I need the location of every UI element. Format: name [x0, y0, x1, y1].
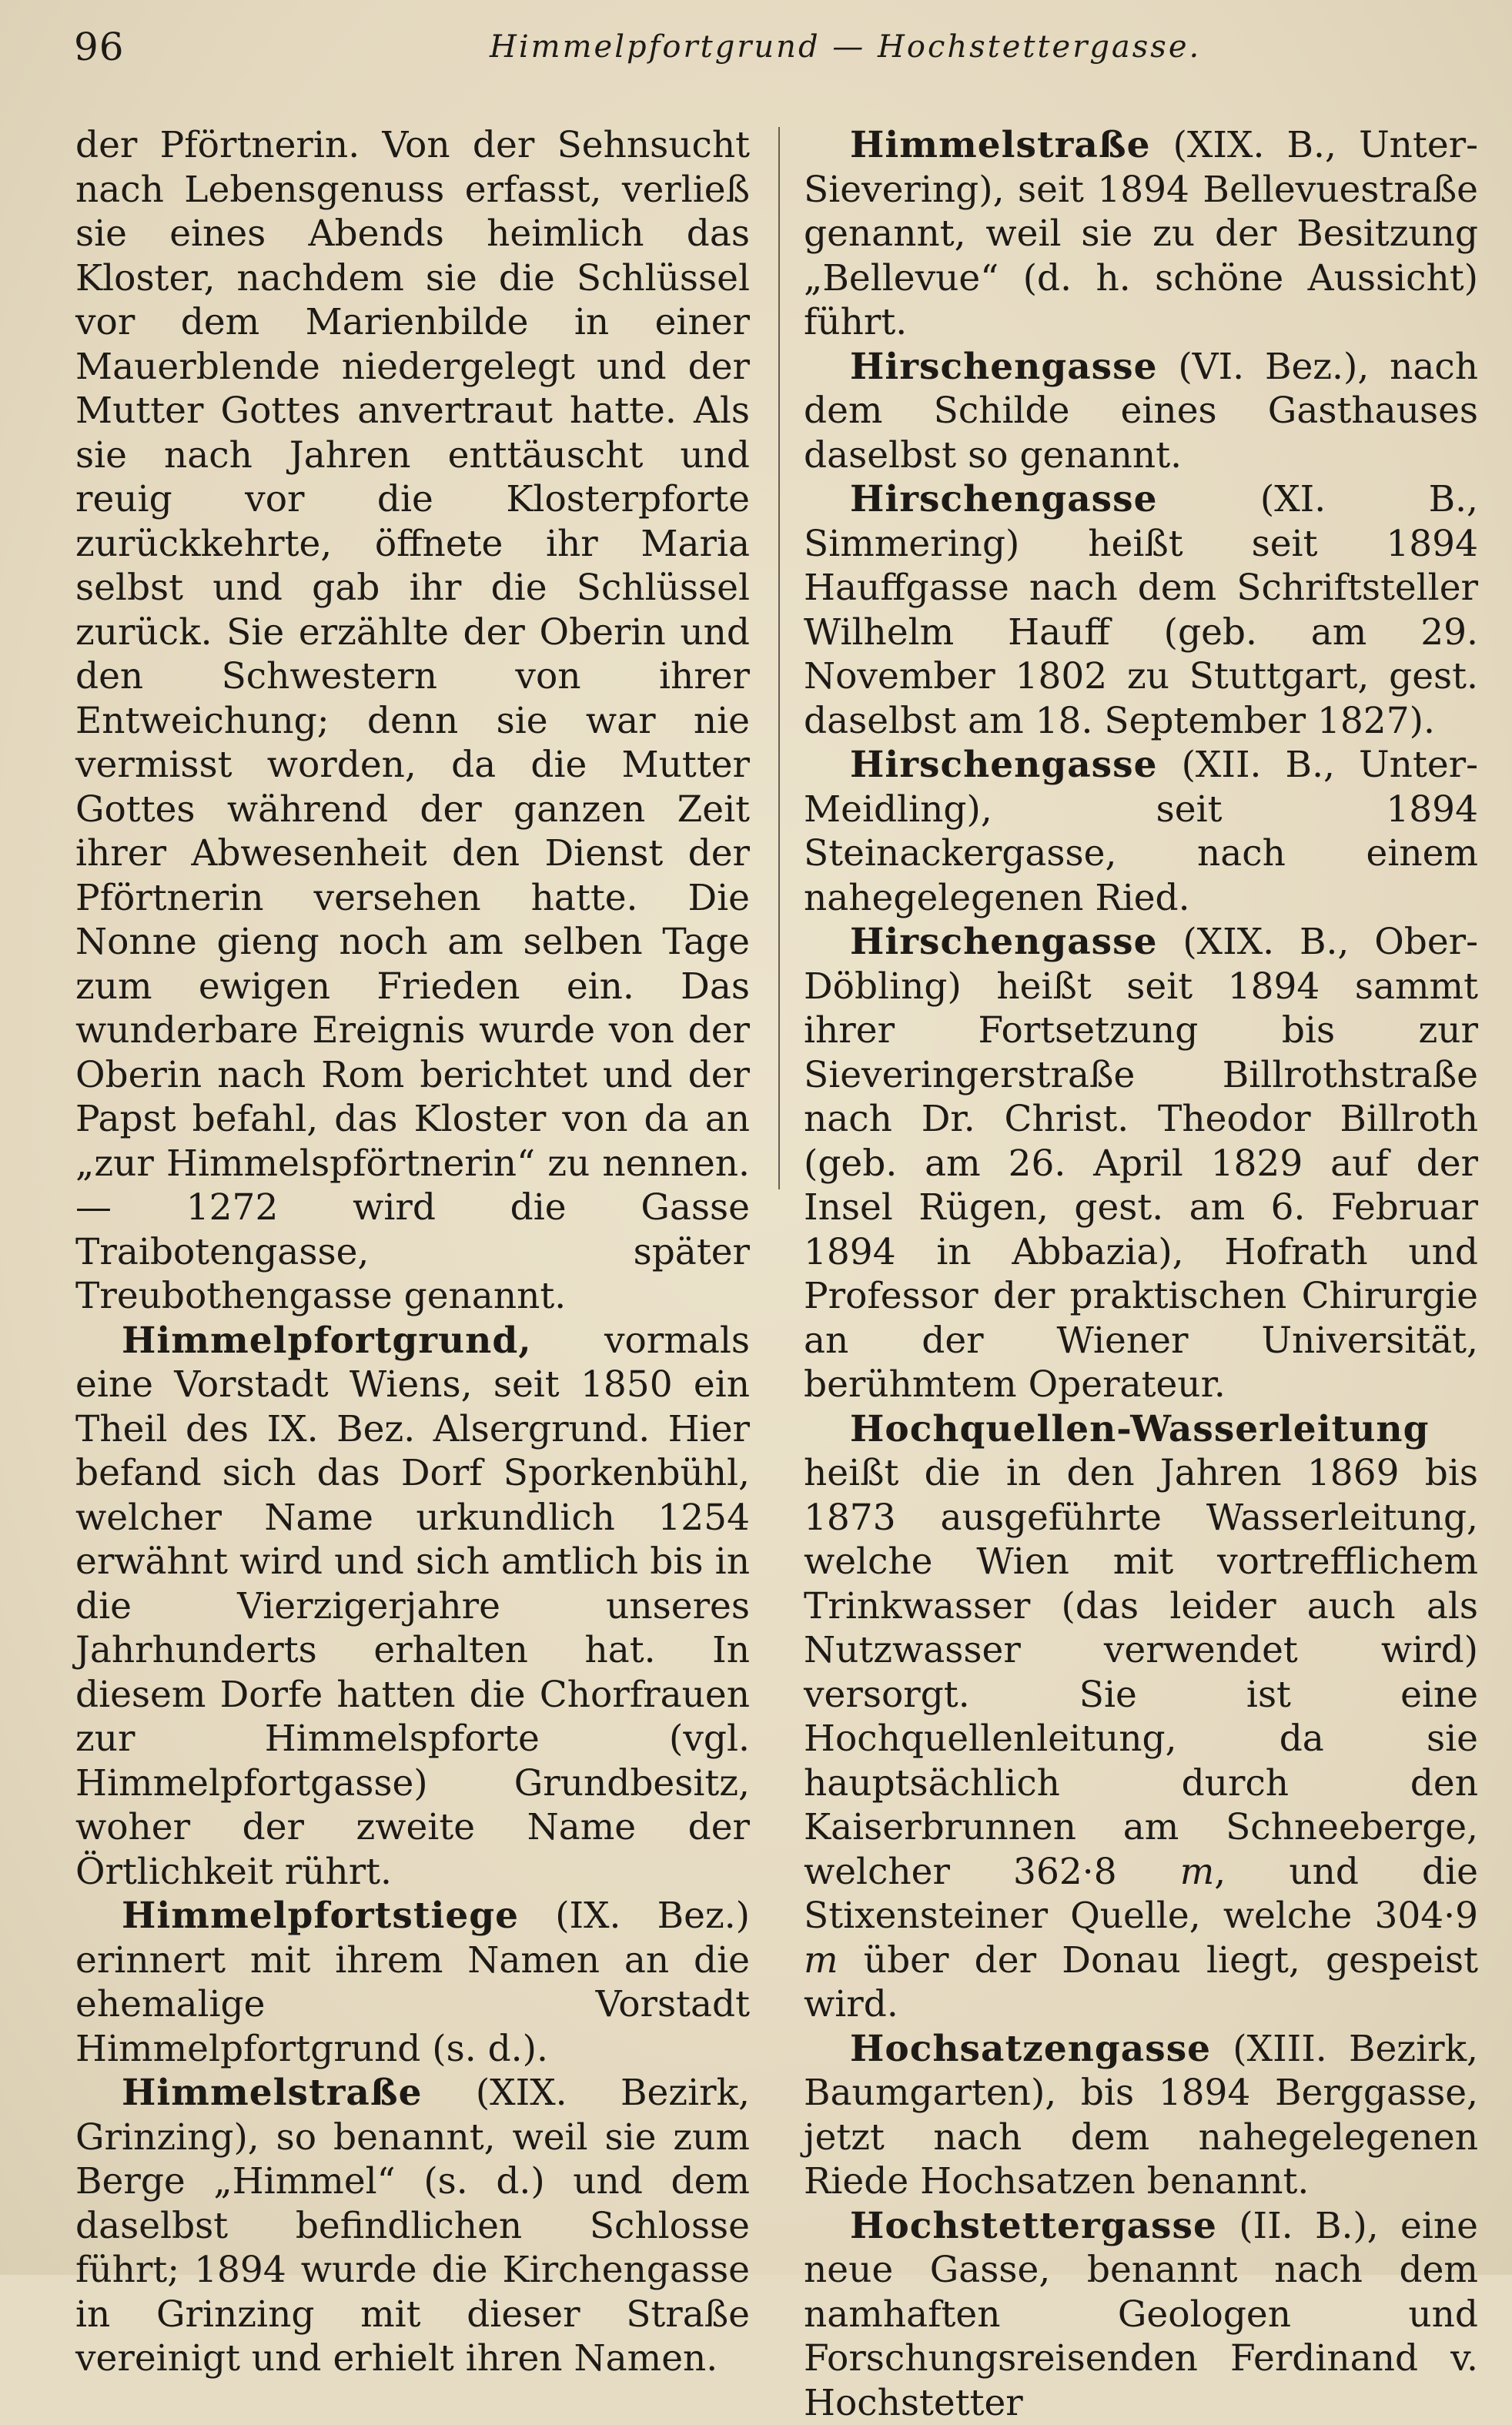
running-head: Himmelpfortgrund — Hochstettergasse.	[490, 29, 1201, 65]
entry-hirschengasse-xii	[804, 743, 1478, 920]
entry-text: vormals eine Vorstadt Wiens, seit 1850 ein Theil des IX. Bez. Alsergrund. Hier befand sich das Dorf Sporkenbühl, welcher Name urkundlich 1254 erwähnt wird und sich amtlich bis in die Vierzigerjahre unseres Jahrhunderts erhalten hat. In diesem Dorfe hatten die Chorfrauen zur Himmelspforte (vgl. Himmelpfortgasse) Grundbesitz, woher der zweite Name der Örtlichkeit rührt.	[75, 1320, 750, 1893]
entry-text: heißt die in den Jahren 1869 bis 1873 ausgeführte Wasserleitung, welche Wien mit vortrefflichem Trinkwasser (das leider auch als Nutzwasser verwendet wird) versorgt. Sie ist eine Hochquellenleitung, da sie hauptsächlich durch den Kaiserbrunnen am Schneeberge, welcher 362·8	[804, 1452, 1478, 1893]
entry-himmelstrasse-grinzing	[75, 2071, 750, 2381]
entry-hirschengasse-xix	[804, 920, 1478, 1407]
entry-headword: Hirschengasse	[850, 744, 1158, 786]
entry-headword: Hochquellen-Wasserleitung	[850, 1408, 1429, 1450]
entry-hirschengasse-vi	[804, 345, 1478, 478]
entry-headword: Himmelpfortstiege	[122, 1895, 519, 1937]
entry-text: (II. B.), eine neue Gasse, benannt nach dem namhaften Geologen und Forschungsreisenden Ferdinand v. Hochstetter	[804, 2205, 1478, 2424]
entry-text: (XIX. B., Ober-Döbling) heißt seit 1894 sammt ihrer Fortsetzung bis zur Sieveringerstraße Billrothstraße nach Dr. Christ. Theodor Billroth (geb. am 26. April 1829 auf der Insel Rügen, gest. am 6. Februar 1894 in Abbazia), Hofrath und Professor der praktischen Chirurgie an der Wiener Universität, berühmtem Operateur.	[804, 921, 1478, 1406]
entry-hochquellen-wasserleitung	[804, 1407, 1478, 2027]
entry-hochstettergasse	[804, 2204, 1478, 2425]
entry-text: , und die Stixensteiner Quelle, welche 304·9	[804, 1851, 1478, 1938]
entry-himmelpfortgrund	[75, 1319, 750, 1895]
entry-text: (VI. Bez.), nach dem Schilde eines Gasthauses daselbst so genannt.	[804, 346, 1478, 477]
page-number: 96	[74, 25, 125, 69]
entry-text: (XIII. Bezirk, Baumgarten), bis 1894 Berggasse, jetzt nach dem nahegelegenen Riede Hochsatzen benannt.	[804, 2028, 1478, 2203]
unit-meter: m	[1180, 1851, 1215, 1893]
entry-hochsatzengasse	[804, 2027, 1478, 2204]
unit-meter: m	[804, 1939, 838, 1982]
entry-himmelstrasse-sievering	[804, 123, 1478, 345]
entry-headword: Hirschengasse	[850, 346, 1158, 388]
entry-himmelpfortstiege	[75, 1894, 750, 2071]
entry-headword: Hochsatzengasse	[850, 2028, 1211, 2070]
entry-headword: Hochstettergasse	[850, 2205, 1217, 2247]
entry-text: (IX. Bez.) erinnert mit ihrem Namen an die ehemalige Vorstadt Himmelpfortgrund (s. d.).	[75, 1895, 750, 2070]
column-divider	[778, 127, 780, 1189]
entry-headword: Hirschengasse	[850, 921, 1158, 963]
entry-headword: Himmelstraße	[122, 2072, 422, 2114]
entry-text: (XIX. Bezirk, Grinzing), so benannt, weil sie zum Berge „Himmel“ (s. d.) und dem daselbst befindlichen Schlosse führt; 1894 wurde die Kirchengasse in Grinzing mit dieser Straße vereinigt und erhielt ihren Namen.	[75, 2072, 750, 2380]
entry-headword: Hirschengasse	[850, 478, 1158, 520]
right-column	[804, 123, 1478, 2425]
entry-hirschengasse-xi	[804, 477, 1478, 743]
entry-text: (XIX. B., Unter-Sievering), seit 1894 Bellevuestraße genannt, weil sie zu der Besitzung „Bellevue“ (d. h. schöne Aussicht) führt.	[804, 124, 1478, 343]
entry-text: (XI. B., Simmering) heißt seit 1894 Hauffgasse nach dem Schriftsteller Wilhelm Hauff (geb. am 29. November 1802 zu Stuttgart, gest. daselbst am 18. September 1827).	[804, 478, 1478, 742]
entry-text: (XII. B., Unter-Meidling), seit 1894 Steinackergasse, nach einem nahegelegenen Ried.	[804, 744, 1478, 919]
entry-headword: Himmelpfortgrund,	[122, 1320, 532, 1362]
continued-paragraph: der Pförtnerin. Von der Sehnsucht nach Lebensgenuss erfasst, verließ sie eines Abends heimlich das Kloster, nachdem sie die Schlüssel vor dem Marienbilde in einer Mauerblende niedergelegt und der Mutter Gottes anvertraut hatte. Als sie nach Jahren enttäuscht und reuig vor die Klosterpforte zurückkehrte, öffnete ihr Maria selbst und gab ihr die Schlüssel zurück. Sie erzählte der Oberin und den Schwestern von ihrer Entweichung; denn sie war nie vermisst worden, da die Mutter Gottes während der ganzen Zeit ihrer Abwesenheit den Dienst der Pförtnerin versehen hatte. Die Nonne gieng noch am selben Tage zum ewigen Frieden ein. Das wunderbare Ereignis wurde von der Oberin nach Rom berichtet und der Papst befahl, das Kloster von da an „zur Himmelspförtnerin“ zu nennen. — 1272 wird die Gasse Traibotengasse, später Treubothengasse genannt.	[75, 123, 750, 1319]
entry-text: über der Donau liegt, gespeist wird.	[804, 1939, 1478, 2026]
page-header	[74, 23, 1420, 77]
entry-headword: Himmelstraße	[850, 124, 1150, 166]
left-column	[75, 123, 750, 2381]
